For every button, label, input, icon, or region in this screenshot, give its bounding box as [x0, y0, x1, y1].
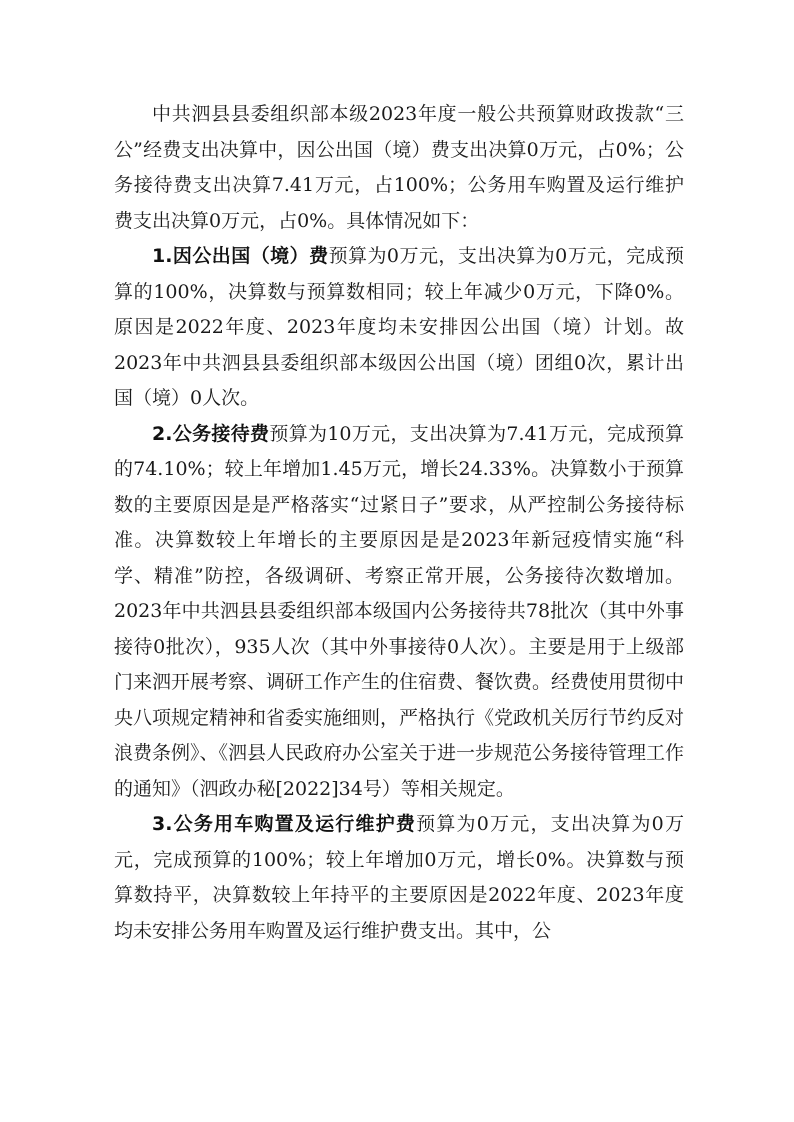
paragraph-overseas-travel [114, 239, 684, 417]
paragraph-summary-text: 中共泗县县委组织部本级2023年度一般公共预算财政拨款“三公”经费支出决算中，因公出国（境）费支出决算0万元，占0%；公务接待费支出决算7.41万元，占100%；公务用车购置及运行维护费支出决算0万元，占0%。具体情况如下： [114, 103, 684, 232]
paragraph-official-vehicles-text: 预算为0万元，支出决算为0万元，完成预算的100%；较上年增加0万元，增长0%。决算数与预算数持平，决算数较上年持平的主要原因是2022年度、2023年度均未安排公务用车购置及运行维护费支出。其中，公 [114, 813, 684, 942]
heading-overseas-travel: 1.因公出国（境）费 [152, 245, 329, 267]
paragraph-official-reception [114, 417, 684, 808]
heading-official-reception: 2.公务接待费 [152, 422, 270, 445]
document-body [114, 97, 684, 949]
paragraph-official-reception-text: 预算为10万元，支出决算为7.41万元，完成预算的74.10%；较上年增加1.45万元，增长24.33%。决算数小于预算数的主要原因是是严格落实“过紧日子”要求，从严控制公务接待标准。决算数较上年增长的主要原因是是2023年新冠疫情实施“科学、精准”防控，各级调研、考察正常开展，公务接待次数增加。2023年中共泗县县委组织部本级国内公务接待共78批次（其中外事接待0批次），935人次（其中外事接待0人次）。主要是用于上级部门来泗开展考察、调研工作产生的住宿费、餐饮费。经费使用贯彻中央八项规定精神和省委实施细则，严格执行《党政机关厉行节约反对浪费条例》、《泗县人民政府办公室关于进一步规范公务接待管理工作的通知》（泗政办秘[2022]34号）等相关规定。 [114, 422, 685, 800]
paragraph-overseas-travel-text: 预算为0万元，支出决算为0万元，完成预算的100%，决算数与预算数相同；较上年减少0万元，下降0%。原因是2022年度、2023年度均未安排因公出国（境）计划。故2023年中共泗县县委组织部本级因公出国（境）团组0次，累计出国（境）0人次。 [114, 245, 684, 409]
paragraph-official-vehicles [114, 807, 684, 949]
heading-official-vehicles: 3.公务用车购置及运行维护费 [152, 813, 417, 835]
paragraph-summary [114, 97, 684, 239]
